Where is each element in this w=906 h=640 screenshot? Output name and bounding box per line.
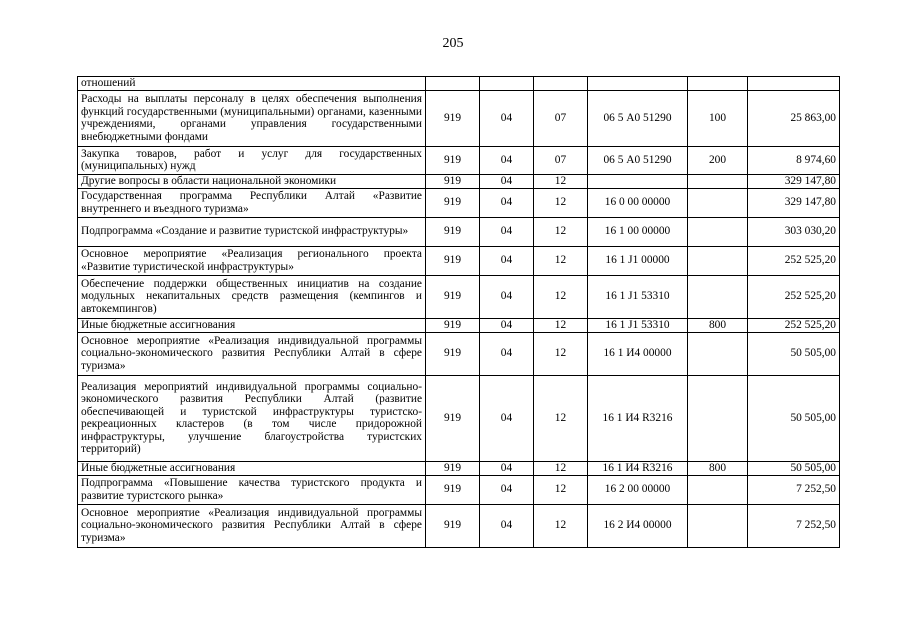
target-article-cell: 06 5 А0 51290 bbox=[588, 90, 688, 146]
subsection-code-cell: 12 bbox=[534, 318, 588, 332]
grbs-code-cell bbox=[426, 77, 480, 91]
grbs-code-cell: 919 bbox=[426, 188, 480, 217]
target-article-cell bbox=[588, 174, 688, 188]
section-code-cell: 04 bbox=[480, 461, 534, 475]
target-article-cell: 16 1 J1 53310 bbox=[588, 275, 688, 318]
section-code-cell: 04 bbox=[480, 90, 534, 146]
subsection-code-cell: 07 bbox=[534, 146, 588, 174]
expense-type-cell: 800 bbox=[688, 318, 748, 332]
grbs-code-cell: 919 bbox=[426, 375, 480, 461]
table-row bbox=[78, 188, 840, 217]
amount-cell: 7 252,50 bbox=[748, 504, 840, 547]
target-article-cell: 06 5 А0 51290 bbox=[588, 146, 688, 174]
target-article-cell: 16 2 00 00000 bbox=[588, 475, 688, 504]
expense-type-cell bbox=[688, 375, 748, 461]
row-name-cell: Другие вопросы в области национальной экономики bbox=[78, 174, 426, 188]
row-name-cell: Основное мероприятие «Реализация индивидуальной программы социально-экономического развития Республики Алтай в сфере туризма» bbox=[78, 332, 426, 375]
target-article-cell bbox=[588, 77, 688, 91]
row-name-cell: Основное мероприятие «Реализация индивидуальной программы социально-экономического развития Республики Алтай в сфере туризма» bbox=[78, 504, 426, 547]
expense-type-cell bbox=[688, 174, 748, 188]
table-row bbox=[78, 375, 840, 461]
grbs-code-cell: 919 bbox=[426, 475, 480, 504]
target-article-cell: 16 1 И4 R3216 bbox=[588, 461, 688, 475]
page-number: 205 bbox=[442, 36, 464, 51]
table-row bbox=[78, 174, 840, 188]
subsection-code-cell: 12 bbox=[534, 461, 588, 475]
target-article-cell: 16 0 00 00000 bbox=[588, 188, 688, 217]
table-row bbox=[78, 504, 840, 547]
grbs-code-cell: 919 bbox=[426, 90, 480, 146]
row-name-cell: Подпрограмма «Повышение качества туристского продукта и развитие туристского рынка» bbox=[78, 475, 426, 504]
expense-type-cell: 200 bbox=[688, 146, 748, 174]
amount-cell: 329 147,80 bbox=[748, 174, 840, 188]
grbs-code-cell: 919 bbox=[426, 174, 480, 188]
subsection-code-cell: 12 bbox=[534, 246, 588, 275]
section-code-cell: 04 bbox=[480, 146, 534, 174]
grbs-code-cell: 919 bbox=[426, 246, 480, 275]
subsection-code-cell: 12 bbox=[534, 275, 588, 318]
row-name-cell: Реализация мероприятий индивидуальной программы социально-экономического развития Республики Алтай (развитие обеспечивающей и туристской инфраструктуры туристско-рекреационных кластеров (в том числе придорожной инфраструктуры, улучшение благоустройства туристских территорий) bbox=[78, 375, 426, 461]
amount-cell: 50 505,00 bbox=[748, 332, 840, 375]
grbs-code-cell: 919 bbox=[426, 461, 480, 475]
amount-cell: 50 505,00 bbox=[748, 461, 840, 475]
table-row bbox=[78, 461, 840, 475]
budget-table bbox=[77, 76, 840, 548]
subsection-code-cell: 12 bbox=[534, 332, 588, 375]
table-row bbox=[78, 246, 840, 275]
section-code-cell: 04 bbox=[480, 475, 534, 504]
section-code-cell: 04 bbox=[480, 246, 534, 275]
expense-type-cell bbox=[688, 275, 748, 318]
expense-type-cell bbox=[688, 246, 748, 275]
target-article-cell: 16 2 И4 00000 bbox=[588, 504, 688, 547]
section-code-cell: 04 bbox=[480, 188, 534, 217]
row-name-cell: Основное мероприятие «Реализация регионального проекта «Развитие туристической инфраструктуры» bbox=[78, 246, 426, 275]
table-row bbox=[78, 475, 840, 504]
subsection-code-cell: 12 bbox=[534, 375, 588, 461]
subsection-code-cell: 12 bbox=[534, 188, 588, 217]
expense-type-cell bbox=[688, 188, 748, 217]
expense-type-cell bbox=[688, 504, 748, 547]
row-name-cell: Расходы на выплаты персоналу в целях обеспечения выполнения функций государственными (муниципальными) органами, казенными учреждениями, органами управления государственными внебюджетными фондами bbox=[78, 90, 426, 146]
row-name-cell: Иные бюджетные ассигнования bbox=[78, 461, 426, 475]
table-row bbox=[78, 77, 840, 91]
amount-cell: 303 030,20 bbox=[748, 217, 840, 246]
amount-cell: 252 525,20 bbox=[748, 318, 840, 332]
grbs-code-cell: 919 bbox=[426, 146, 480, 174]
target-article-cell: 16 1 И4 R3216 bbox=[588, 375, 688, 461]
grbs-code-cell: 919 bbox=[426, 318, 480, 332]
amount-cell: 25 863,00 bbox=[748, 90, 840, 146]
target-article-cell: 16 1 J1 00000 bbox=[588, 246, 688, 275]
grbs-code-cell: 919 bbox=[426, 332, 480, 375]
section-code-cell: 04 bbox=[480, 332, 534, 375]
table-row bbox=[78, 275, 840, 318]
table-row bbox=[78, 217, 840, 246]
section-code-cell: 04 bbox=[480, 504, 534, 547]
subsection-code-cell bbox=[534, 77, 588, 91]
section-code-cell: 04 bbox=[480, 375, 534, 461]
table-row bbox=[78, 318, 840, 332]
section-code-cell bbox=[480, 77, 534, 91]
table-row bbox=[78, 146, 840, 174]
subsection-code-cell: 12 bbox=[534, 174, 588, 188]
expense-type-cell bbox=[688, 217, 748, 246]
section-code-cell: 04 bbox=[480, 217, 534, 246]
grbs-code-cell: 919 bbox=[426, 217, 480, 246]
subsection-code-cell: 12 bbox=[534, 504, 588, 547]
amount-cell: 50 505,00 bbox=[748, 375, 840, 461]
row-name-cell: Закупка товаров, работ и услуг для государственных (муниципальных) нужд bbox=[78, 146, 426, 174]
amount-cell: 8 974,60 bbox=[748, 146, 840, 174]
grbs-code-cell: 919 bbox=[426, 275, 480, 318]
expense-type-cell: 100 bbox=[688, 90, 748, 146]
target-article-cell: 16 1 J1 53310 bbox=[588, 318, 688, 332]
amount-cell bbox=[748, 77, 840, 91]
row-name-cell: Иные бюджетные ассигнования bbox=[78, 318, 426, 332]
amount-cell: 329 147,80 bbox=[748, 188, 840, 217]
grbs-code-cell: 919 bbox=[426, 504, 480, 547]
subsection-code-cell: 12 bbox=[534, 475, 588, 504]
target-article-cell: 16 1 И4 00000 bbox=[588, 332, 688, 375]
row-name-cell: Подпрограмма «Создание и развитие туристской инфраструктуры» bbox=[78, 217, 426, 246]
row-name-cell: отношений bbox=[78, 77, 426, 91]
table-row bbox=[78, 90, 840, 146]
section-code-cell: 04 bbox=[480, 275, 534, 318]
table-row bbox=[78, 332, 840, 375]
section-code-cell: 04 bbox=[480, 174, 534, 188]
expense-type-cell bbox=[688, 475, 748, 504]
expense-type-cell: 800 bbox=[688, 461, 748, 475]
expense-type-cell bbox=[688, 332, 748, 375]
row-name-cell: Государственная программа Республики Алтай «Развитие внутреннего и въездного туризма» bbox=[78, 188, 426, 217]
section-code-cell: 04 bbox=[480, 318, 534, 332]
subsection-code-cell: 12 bbox=[534, 217, 588, 246]
amount-cell: 252 525,20 bbox=[748, 275, 840, 318]
expense-type-cell bbox=[688, 77, 748, 91]
row-name-cell: Обеспечение поддержки общественных инициатив на создание модульных некапитальных средств размещения (кемпингов и автокемпингов) bbox=[78, 275, 426, 318]
subsection-code-cell: 07 bbox=[534, 90, 588, 146]
amount-cell: 252 525,20 bbox=[748, 246, 840, 275]
amount-cell: 7 252,50 bbox=[748, 475, 840, 504]
target-article-cell: 16 1 00 00000 bbox=[588, 217, 688, 246]
